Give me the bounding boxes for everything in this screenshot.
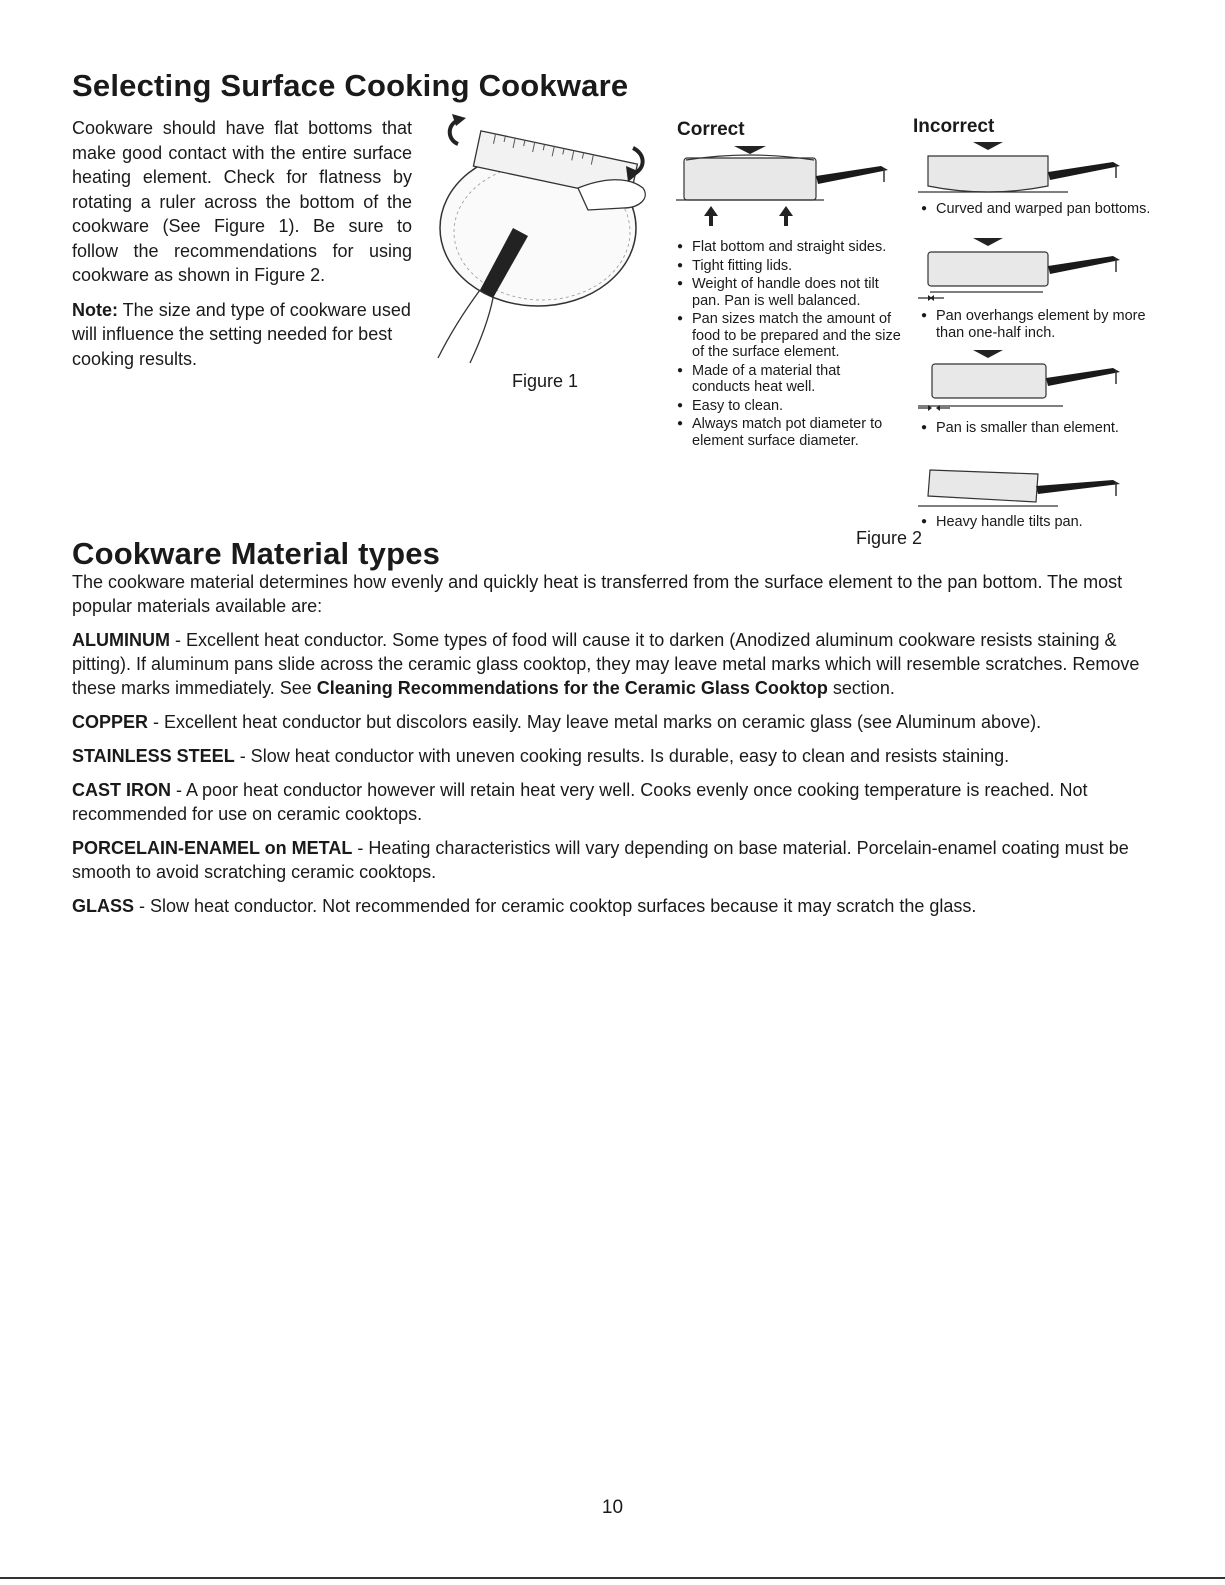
incorrect-heading: Incorrect [913, 116, 995, 137]
material-text: - Heating characteristics will vary depending on base material. Porcelain-enamel coating must be smooth to avoid scratching ceramic cooktops. [72, 838, 1129, 882]
section-title-selecting-cookware: Selecting Surface Cooking Cookware [72, 68, 629, 103]
material-name: STAINLESS STEEL [72, 746, 235, 766]
material-text: - Slow heat conductor. Not recommended for ceramic cooktop surfaces because it may scratch the glass. [134, 896, 977, 916]
material-glass [72, 894, 1152, 918]
material-name: ALUMINUM [72, 630, 170, 650]
material-porcelain-enamel [72, 836, 1152, 884]
incorrect-pan-small-illustration [918, 348, 1133, 418]
material-name: GLASS [72, 896, 135, 916]
correct-item: ● Pan sizes match the amount of food to be prepared and the size of the surface element. [677, 311, 902, 361]
note-paragraph [72, 298, 412, 372]
material-text-after: section. [827, 678, 895, 698]
correct-item: ● Flat bottom and straight sides. [677, 239, 902, 256]
correct-list [677, 239, 902, 451]
material-name: COPPER [72, 712, 149, 732]
figure2-caption: Figure 2 [856, 528, 923, 548]
correct-pan-illustration [676, 142, 901, 234]
incorrect-pan-warped-illustration [918, 140, 1133, 202]
correct-item: ● Tight fitting lids. [677, 258, 902, 275]
correct-heading: Correct [677, 119, 745, 140]
incorrect-pan-heavy-handle-illustration [918, 462, 1133, 512]
correct-item: ● Always match pot diameter to element surface diameter. [677, 416, 902, 449]
material-copper [72, 710, 1152, 734]
page-number: 10 [601, 1497, 624, 1518]
materials-body [72, 570, 1152, 928]
incorrect-item: ● Pan is smaller than element. [921, 420, 1156, 437]
incorrect-item: ● Heavy handle tilts pan. [921, 514, 1156, 531]
correct-item: ● Easy to clean. [677, 398, 902, 415]
material-aluminum [72, 628, 1152, 700]
selecting-intro [72, 116, 412, 381]
incorrect-pan-overhang-illustration [918, 236, 1133, 306]
correct-item: ● Weight of handle does not tilt pan. Pan is well balanced. [677, 276, 902, 309]
figure1-ruler-illustration [418, 108, 668, 368]
incorrect-item: ● Pan overhangs element by more than one-half inch. [921, 308, 1156, 341]
cleaning-reference: Cleaning Recommendations for the Ceramic Glass Cooktop [316, 678, 828, 698]
correct-item: ● Made of a material that conducts heat well. [677, 363, 902, 396]
material-name: CAST IRON [72, 780, 171, 800]
note-text: The size and type of cookware used will influence the setting needed for best cooking results. [72, 299, 411, 369]
section-title-material-types: Cookware Material types [72, 536, 441, 571]
material-name: PORCELAIN-ENAMEL on METAL [72, 838, 353, 858]
material-text: - Excellent heat conductor. Some types of food will cause it to darken (Anodized aluminum cookware resists staining & pitting). If aluminum pans slide across the ceramic glass cooktop, they may leave metal marks which will resemble scratches. Remove these marks immediately. See [72, 630, 1140, 698]
intro-paragraph: Cookware should have flat bottoms that make good contact with the entire surface heating element. Check for flatness by rotating a ruler across the bottom of the cookware (See Figure 1). Be sure to follow the recommendations for using cookware as shown in Figure 2. [72, 118, 412, 285]
material-text: - A poor heat conductor however will retain heat very well. Cooks evenly once cooking temperature is reached. Not recommended for use on ceramic cooktops. [72, 780, 1088, 824]
material-text: - Slow heat conductor with uneven cooking results. Is durable, easy to clean and resists staining. [234, 746, 1010, 766]
figure1-caption: Figure 1 [512, 371, 579, 391]
material-cast-iron [72, 778, 1152, 826]
materials-intro: The cookware material determines how evenly and quickly heat is transferred from the surface element to the pan bottom. The most popular materials available are: [72, 572, 1123, 616]
material-stainless-steel [72, 744, 1152, 768]
note-label: Note: [72, 299, 118, 320]
material-text: - Excellent heat conductor but discolors easily. May leave metal marks on ceramic glass (see Aluminum above). [148, 712, 1042, 732]
incorrect-item: ● Curved and warped pan bottoms. [921, 201, 1156, 218]
bottom-divider [0, 1577, 1225, 1579]
